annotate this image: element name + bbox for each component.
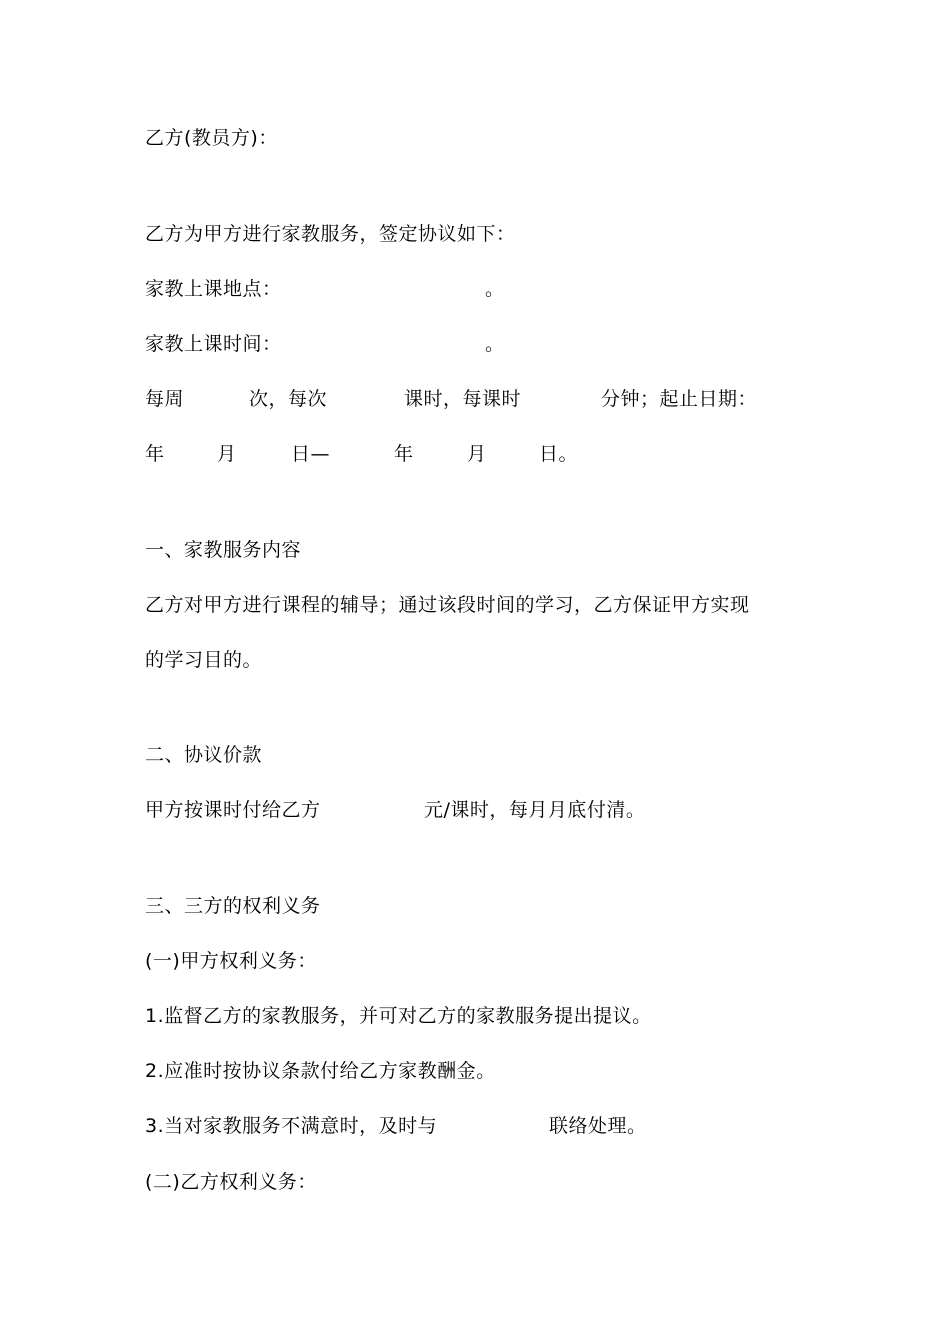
time-line (145, 331, 845, 357)
schedule-times-each: 次，每次 (249, 388, 328, 410)
party-a-duty-3-end: 联络处理。 (549, 1115, 647, 1137)
party-b-label: 乙方(教员方)： (145, 127, 278, 149)
date-day-2: 日。 (539, 443, 579, 465)
party-a-duties-heading: (一)甲方权利义务： (145, 950, 317, 972)
section-2-heading: 二、协议价款 (145, 744, 263, 766)
schedule-hours-each: 课时，每课时 (404, 388, 522, 410)
location-line (145, 276, 845, 302)
date-year-1: 年 (145, 443, 165, 465)
section-1-text-line-1: 乙方对甲方进行课程的辅导；通过该段时间的学习，乙方保证甲方实现 (145, 594, 750, 616)
dates-line (145, 441, 845, 467)
section-2-text-end: 元/课时，每月月底付清。 (424, 799, 646, 821)
date-month-1: 月 (217, 443, 237, 465)
date-year-2: 年 (394, 443, 414, 465)
date-day-1: 日— (291, 443, 331, 465)
schedule-per-week: 每周 (145, 388, 185, 410)
location-label: 家教上课地点： (145, 278, 282, 300)
location-end: 。 (485, 278, 505, 300)
party-b-duties-heading: (二)乙方权利义务： (145, 1171, 317, 1193)
section-1-heading: 一、家教服务内容 (145, 539, 302, 561)
date-month-2: 月 (467, 443, 487, 465)
party-a-duty-3 (145, 1113, 845, 1139)
time-label: 家教上课时间： (145, 333, 282, 355)
party-a-duty-1: 1.监督乙方的家教服务，并可对乙方的家教服务提出提议。 (145, 1005, 652, 1027)
time-end: 。 (485, 333, 505, 355)
party-a-duty-2: 2.应准时按协议条款付给乙方家教酬金。 (145, 1060, 496, 1082)
agreement-intro: 乙方为甲方进行家教服务，签定协议如下： (145, 223, 516, 245)
section-2-text (145, 797, 845, 823)
section-1-text-line-2: 的学习目的。 (145, 649, 263, 671)
schedule-line (145, 386, 845, 412)
section-3-heading: 三、三方的权利义务 (145, 895, 321, 917)
party-a-duty-3-start: 3.当对家教服务不满意时，及时与 (145, 1115, 438, 1137)
schedule-minutes-dates: 分钟；起止日期： (601, 388, 758, 410)
section-2-text-start: 甲方按课时付给乙方 (145, 799, 321, 821)
